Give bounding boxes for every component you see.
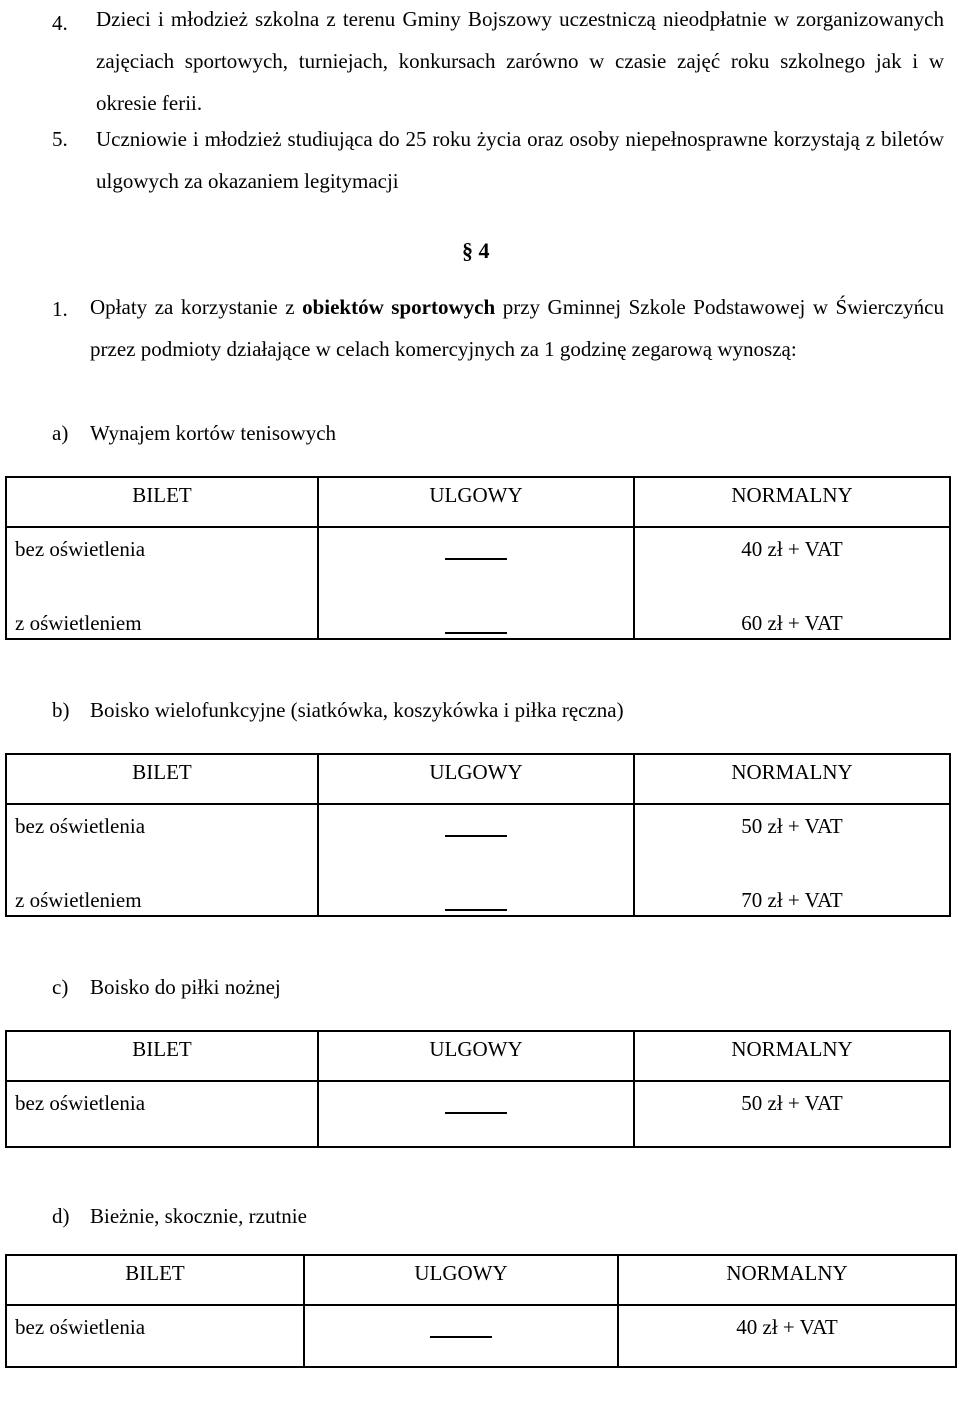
header-normalny: NORMALNY	[634, 1031, 950, 1081]
normalny-price: 50 zł + VAT	[741, 814, 843, 838]
section-heading: § 4	[462, 238, 490, 263]
subsection-d-letter: d)	[52, 1204, 70, 1228]
header-ulgowy: ULGOWY	[304, 1255, 618, 1305]
item-5-number: 5.	[52, 127, 68, 151]
subsection-b-title: Boisko wielofunkcyjne (siatkówka, koszykówka i piłka ręczna)	[90, 698, 624, 722]
normalny-price: 40 zł + VAT	[736, 1315, 838, 1339]
table-header-row	[6, 477, 950, 527]
price-table-b	[5, 753, 951, 917]
table-header-row	[6, 754, 950, 804]
header-bilet: BILET	[6, 1255, 304, 1305]
header-normalny: NORMALNY	[618, 1255, 956, 1305]
subsection-b-letter: b)	[52, 698, 70, 722]
row-label: bez oświetlenia	[15, 1315, 146, 1339]
item-5-text: Uczniowie i młodzież studiująca do 25 roku życia oraz osoby niepełnosprawne korzystają z biletów ulgowych za okazaniem legitymacji	[96, 127, 944, 193]
row-label: bez oświetlenia	[15, 1091, 146, 1115]
table-row	[6, 1081, 950, 1147]
ulgowy-empty	[319, 528, 633, 574]
normalny-price: 50 zł + VAT	[741, 1091, 843, 1115]
row-label: z oświetleniem	[15, 611, 142, 635]
ulgowy-empty	[319, 805, 633, 851]
ulgowy-empty	[305, 1306, 617, 1366]
point-1-text: Opłaty za korzystanie z obiektów sportowych przy Gminnej Szkole Podstawowej w Świerczyńcu przez podmioty działające w celach komercyjnych za 1 godzinę zegarową wynoszą:	[90, 295, 944, 361]
subsection-c-letter: c)	[52, 975, 69, 999]
table-row	[6, 527, 950, 639]
header-bilet: BILET	[6, 754, 318, 804]
header-ulgowy: ULGOWY	[318, 754, 634, 804]
price-table-a	[5, 476, 951, 640]
subsection-c-title: Boisko do piłki nożnej	[90, 975, 281, 999]
ulgowy-empty	[319, 851, 633, 915]
subsection-d-title: Bieżnie, skocznie, rzutnie	[90, 1204, 307, 1228]
normalny-price: 60 zł + VAT	[741, 611, 843, 635]
ulgowy-empty	[319, 574, 633, 638]
price-table-c	[5, 1030, 951, 1148]
row-label: bez oświetlenia	[15, 814, 146, 838]
table-row	[6, 1305, 956, 1367]
item-4-text: Dzieci i młodzież szkolna z terenu Gminy Bojszowy uczestniczą nieodpłatnie w zorganizowanych zajęciach sportowych, turniejach, konkursach zarówno w czasie zajęć roku szkolnego jak i w okresie ferii.	[96, 7, 944, 115]
item-4-number: 4.	[52, 11, 68, 35]
subsection-a-title: Wynajem kortów tenisowych	[90, 421, 337, 445]
table-header-row	[6, 1255, 956, 1305]
normalny-price: 40 zł + VAT	[741, 537, 843, 561]
header-normalny: NORMALNY	[634, 754, 950, 804]
point-1-number: 1.	[52, 297, 68, 321]
header-normalny: NORMALNY	[634, 477, 950, 527]
subsection-a-letter: a)	[52, 421, 69, 445]
header-ulgowy: ULGOWY	[318, 1031, 634, 1081]
table-row	[6, 804, 950, 916]
row-label: bez oświetlenia	[15, 537, 146, 561]
row-label: z oświetleniem	[15, 888, 142, 912]
price-table-d	[5, 1254, 957, 1368]
header-bilet: BILET	[6, 1031, 318, 1081]
point-1-bold: obiektów sportowych	[302, 295, 496, 319]
normalny-price: 70 zł + VAT	[741, 888, 843, 912]
header-ulgowy: ULGOWY	[318, 477, 634, 527]
ulgowy-empty	[319, 1082, 633, 1146]
table-header-row	[6, 1031, 950, 1081]
header-bilet: BILET	[6, 477, 318, 527]
